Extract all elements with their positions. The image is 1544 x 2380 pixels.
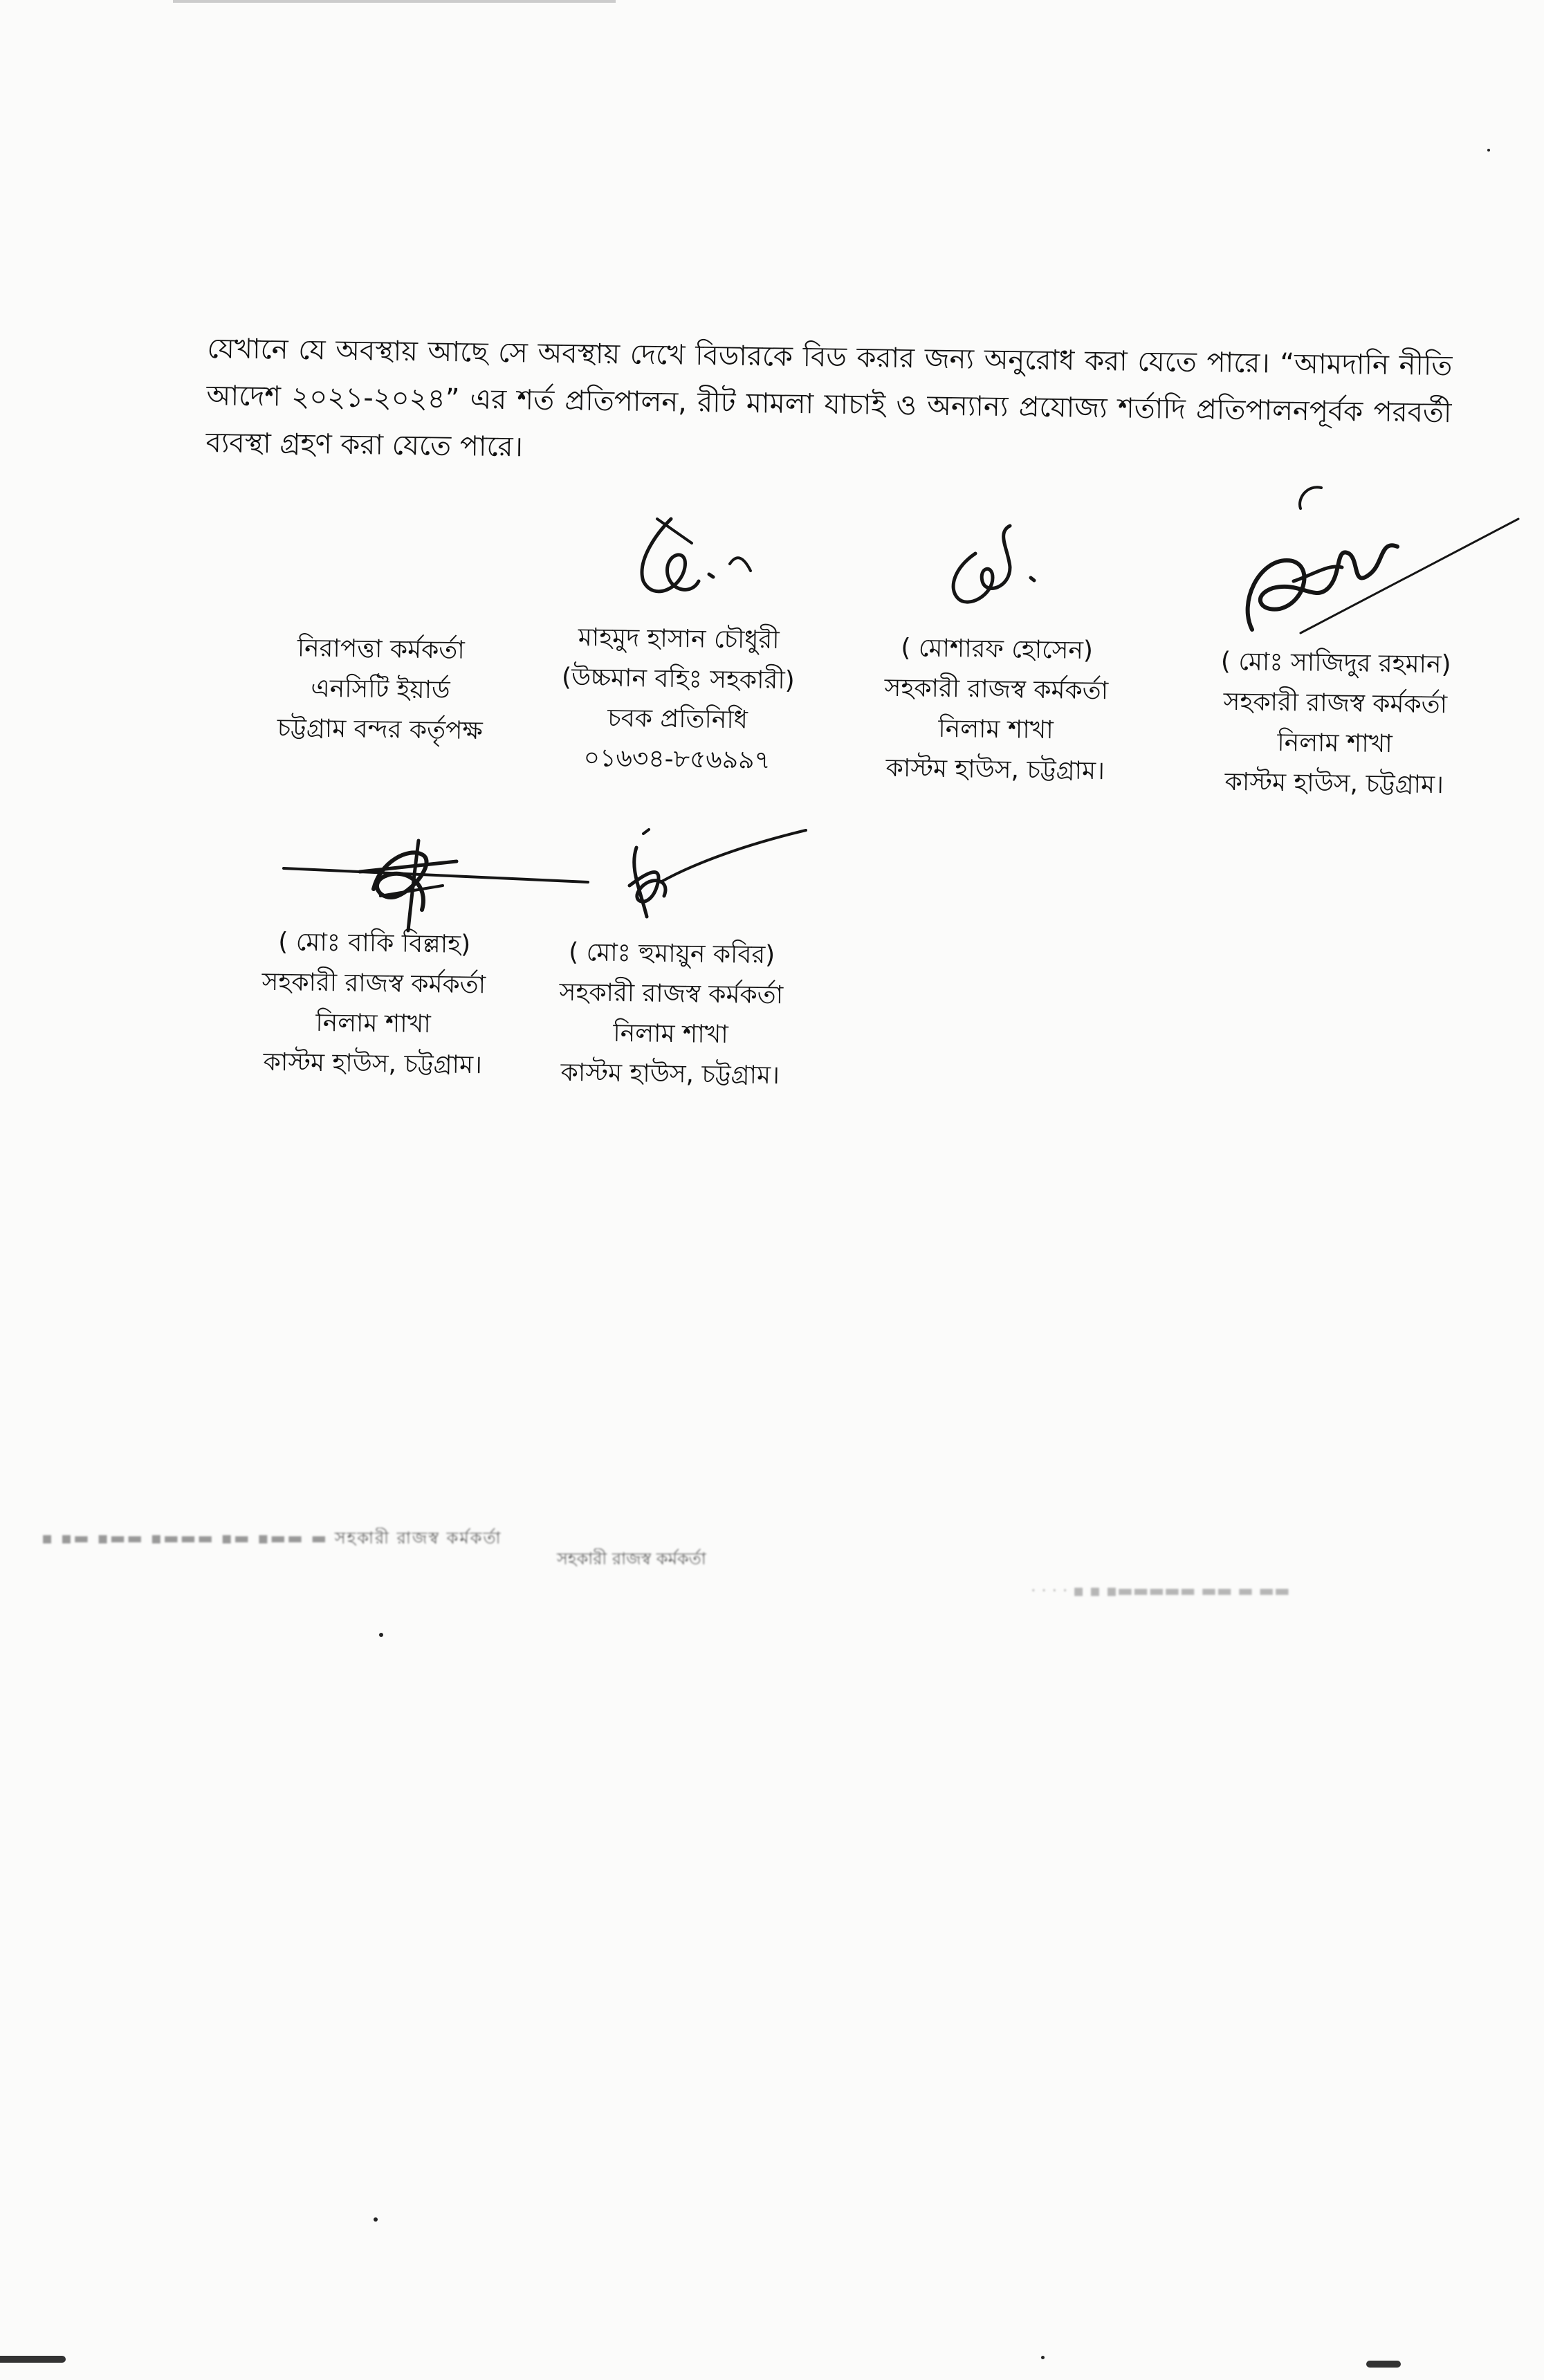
signatory-organization: চট্টগ্রাম বন্দর কর্তৃপক্ষ	[277, 713, 483, 746]
bleed-through-text-left: ▪ ▪▬ ▪▬▬ ▪▬▬▬ ▪▬ ▪▬▬ ▬ সহকারী রাজস্ব কর্মকর্তা	[42, 1528, 502, 1548]
scan-speck	[374, 2217, 378, 2222]
signatory-name: ( মোঃ হুমায়ুন কবির)	[568, 937, 775, 970]
signatory-designation: সহকারী রাজস্ব কর্মকর্তা	[261, 967, 486, 1000]
signature-sajidur-rahman	[1231, 470, 1522, 650]
signatory-name: ( মোঃ সাজিদুর রহমান)	[1220, 647, 1451, 679]
scan-edge-mark	[1366, 2361, 1401, 2368]
signatory-designation: সহকারী রাজস্ব কর্মকর্তা	[1223, 687, 1448, 720]
signatory-phone: ০১৬৩৪-৮৫৬৯৯৭	[583, 744, 771, 775]
signatory-designation: সহকারী রাজস্ব কর্মকর্তা	[884, 673, 1109, 706]
signatory-mosharof-hossain	[849, 628, 1142, 792]
signatory-name: মাহমুদ হাসান চৌধুরী	[578, 623, 780, 655]
signatory-security-officer	[241, 628, 520, 752]
scan-edge-mark	[173, 0, 616, 3]
scan-speck	[379, 1633, 383, 1637]
bleed-through-text-middle: সহকারী রাজস্ব কর্মকর্তা	[557, 1549, 706, 1568]
signatory-designation: নিরাপত্তা কর্মকর্তা	[297, 634, 466, 665]
signatory-role: চবক প্রতিনিধি	[607, 704, 748, 735]
signatory-section: নিলাম শাখা	[1277, 728, 1393, 759]
signatory-designation: সহকারী রাজস্ব কর্মকর্তা	[559, 978, 784, 1010]
signatory-name: ( মোশারফ হোসেন)	[901, 634, 1094, 665]
signature-baki-billah	[277, 820, 595, 937]
signatory-office: কাস্টম হাউস, চট্টগ্রাম।	[1224, 767, 1444, 800]
scan-speck	[1487, 149, 1490, 152]
signatory-baki-billah	[227, 922, 520, 1086]
signatory-humayun-kabir	[524, 932, 817, 1097]
signatory-designation: (উচ্চমান বহিঃ সহকারী)	[561, 663, 796, 695]
signatory-office: কাস্টম হাউস, চট্টগ্রাম।	[560, 1058, 780, 1090]
signatory-office: কাস্টম হাউস, চট্টগ্রাম।	[885, 753, 1105, 786]
signatory-sajidur-rahman	[1182, 641, 1488, 806]
signatory-section: নিলাম শাখা	[315, 1008, 432, 1039]
signatory-mahmud-hasan	[531, 617, 824, 782]
signature-mosharof-hossain	[927, 512, 1051, 616]
signature-humayun-kabir	[609, 820, 809, 941]
signatory-office: কাস্টম হাউস, চট্টগ্রাম।	[263, 1047, 483, 1080]
signatory-section: নিলাম শাখা	[613, 1018, 729, 1050]
signatory-unit: এনসিটি ইয়ার্ড	[311, 674, 450, 705]
body-paragraph: যেখানে যে অবস্থায় আছে সে অবস্থায় দেখে বিডারকে বিড করার জন্য অনুরোধ করা যেতে পারে। “আমদানি নীতি আদেশ ২০২১-২০২৪” এর শর্ত প্রতিপালন, রীট মামলা যাচাই ও অন্যান্য প্রযোজ্য শর্তাদি প্রতিপালনপূর্বক পরবর্তী ব্যবস্থা গ্রহণ করা যেতে পারে।	[205, 332, 1453, 464]
signature-mahmud-hasan	[616, 505, 782, 609]
bleed-through-marks-right: · · · · ▪ ▪ ▪▬▬▬▬▬ ▬▬ ▬ ▬▬	[1031, 1581, 1290, 1600]
scan-speck	[1041, 2356, 1045, 2359]
scan-edge-mark	[0, 2356, 66, 2363]
signatory-section: নিলাম শাখা	[938, 714, 1054, 745]
signatory-name: ( মোঃ বাকি বিল্লাহ)	[277, 928, 471, 959]
